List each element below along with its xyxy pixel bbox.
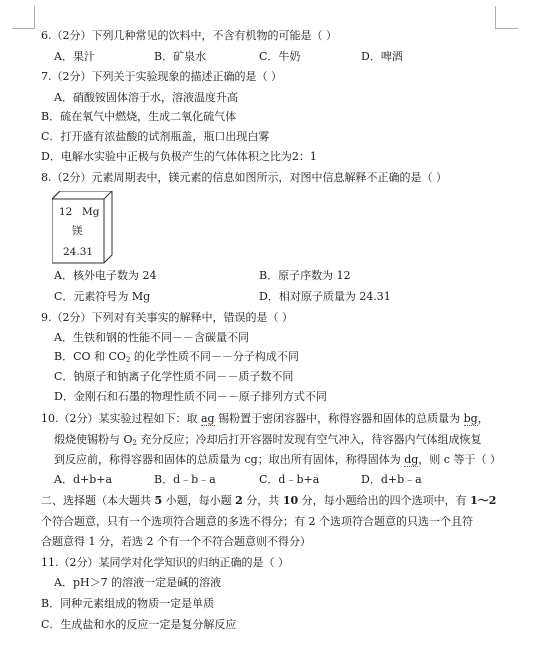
- q8-option-b: B．原子序数为 12: [259, 269, 351, 282]
- q7-option-a: A．硝酸铵固体溶于水，溶液温度升高: [54, 91, 238, 104]
- section-2-points-each: 2: [235, 494, 243, 507]
- page-corner-mark-top-right: [495, 6, 518, 29]
- q8-option-a: A．核外电子数为 24: [54, 269, 157, 282]
- q10-option-d: D．d+b﹣a: [361, 473, 422, 486]
- q10-line-1-part-c: ，: [477, 412, 489, 425]
- q8-option-d: D．相对原子质量为 24.31: [259, 290, 391, 303]
- q9-option-b-subscript: 2: [125, 356, 131, 364]
- q9-stem: 9.（2分）下列对有关事实的解释中，错误的是（ ）: [41, 311, 293, 324]
- q9-option-b-rest: 的化学性质不同－－分子构成不同: [130, 350, 299, 363]
- q11-option-b: B．同种元素组成的物质一定是单质: [41, 597, 215, 610]
- q10-line-1-part-a: 10.（2分）某实验过程如下：取: [41, 412, 201, 425]
- q9-option-d: D．金刚石和石墨的物理性质不同－－原子排列方式不同: [54, 390, 327, 403]
- q10-line-2-part-b: 充分反应；冷却后打开容器时发现有空气冲入，待容器内气体组成恢复: [136, 433, 482, 446]
- q10-line-3-part-a: 到反应前，称得容器和固体的总质量为 cg；取出所有固体，称得固体为: [54, 453, 405, 466]
- q6-option-b: B．矿泉水: [154, 50, 207, 63]
- section-2-text-d: 分，每小题给出的四个选项中，有: [298, 494, 471, 507]
- q10-line-3: [54, 453, 501, 467]
- q10-mass-dg: dg: [404, 453, 419, 466]
- magnesium-element-card: [52, 191, 114, 265]
- q6-option-d: D．啤酒: [361, 50, 403, 63]
- section-2-text-a: 二、选择题（本大题共: [41, 494, 155, 507]
- q7-stem: 7.（2分）下列关于实验现象的描述正确的是（ ）: [41, 70, 282, 83]
- element-name: 镁: [72, 225, 83, 237]
- q9-option-c: C．钠原子和钠离子化学性质不同－－质子数不同: [54, 370, 294, 383]
- q9-option-b-head: B．CO 和 CO: [54, 350, 126, 363]
- q6-option-c: C．牛奶: [259, 50, 301, 63]
- q8-stem: 8.（2分）元素周期表中，镁元素的信息如图所示，对图中信息解释不正确的是（ ）: [41, 171, 447, 184]
- section-2-count: 5: [154, 494, 163, 507]
- q11-stem: 11.（2分）某同学对化学知识的归纳正确的是（ ）: [41, 556, 289, 569]
- section-2-total-points: 10: [282, 494, 299, 507]
- element-atomic-number: 12: [59, 206, 73, 218]
- section-2-instructions-line-3: 合题意得 1 分，若选 2 个有一个不符合题意则不得分）: [41, 535, 311, 548]
- q10-line-1-part-b: 锡粉置于密闭容器中，称得容器和固体的总质量为: [214, 412, 464, 425]
- q7-option-b: B．硫在氧气中燃烧，生成二氧化硫气体: [41, 110, 237, 123]
- q10-line-2: [54, 433, 481, 450]
- q10-line-3-part-b: ，则 c 等于（ ）: [418, 453, 501, 466]
- q10-line-1: [41, 412, 489, 426]
- q10-option-b: B．d﹣b﹣a: [154, 473, 216, 486]
- q6-stem: 6.（2分）下列几种常见的饮料中，不含有机物的可能是（ ）: [41, 29, 337, 42]
- q9-option-b: [54, 350, 299, 367]
- element-symbol: Mg: [82, 206, 100, 218]
- q10-line-2-part-a: 煅烧使锡粉与 O: [54, 433, 133, 446]
- section-2-text-b: 小题，每小题: [162, 494, 236, 507]
- section-2-answer-range: 1～2: [470, 494, 497, 507]
- q8-option-c: C．元素符号为 Mg: [54, 290, 151, 303]
- q11-option-a: A．pH＞7 的溶液一定是碱的溶液: [54, 576, 222, 589]
- q9-option-a: A．生铁和钢的性能不同－－含碳量不同: [54, 331, 249, 344]
- q11-option-c: C．生成盐和水的反应一定是复分解反应: [41, 618, 237, 631]
- q10-option-a: A．d+b+a: [54, 473, 113, 486]
- q10-o2-subscript: 2: [132, 439, 137, 447]
- q7-option-d: D．电解水实验中正极与负极产生的气体体积之比为2：1: [41, 150, 317, 163]
- section-2-text-c: 分，共: [242, 494, 283, 507]
- q10-mass-bg: bg: [463, 412, 478, 425]
- q6-option-a: A．果汁: [54, 50, 95, 63]
- section-2-instructions-line-1: [41, 494, 496, 508]
- section-2-instructions-line-2: 个符合题意，只有一个选项符合题意的多选不得分；有 2 个选项符合题意的只选一个且符: [41, 515, 473, 528]
- q10-mass-ag: ag: [201, 412, 215, 425]
- element-atomic-mass: 24.31: [63, 246, 94, 258]
- q7-option-c: C．打开盛有浓盐酸的试剂瓶盖，瓶口出现白雾: [41, 130, 270, 143]
- page-corner-mark-top-left: [12, 6, 35, 29]
- q10-option-c: C．d﹣b+a: [259, 473, 320, 486]
